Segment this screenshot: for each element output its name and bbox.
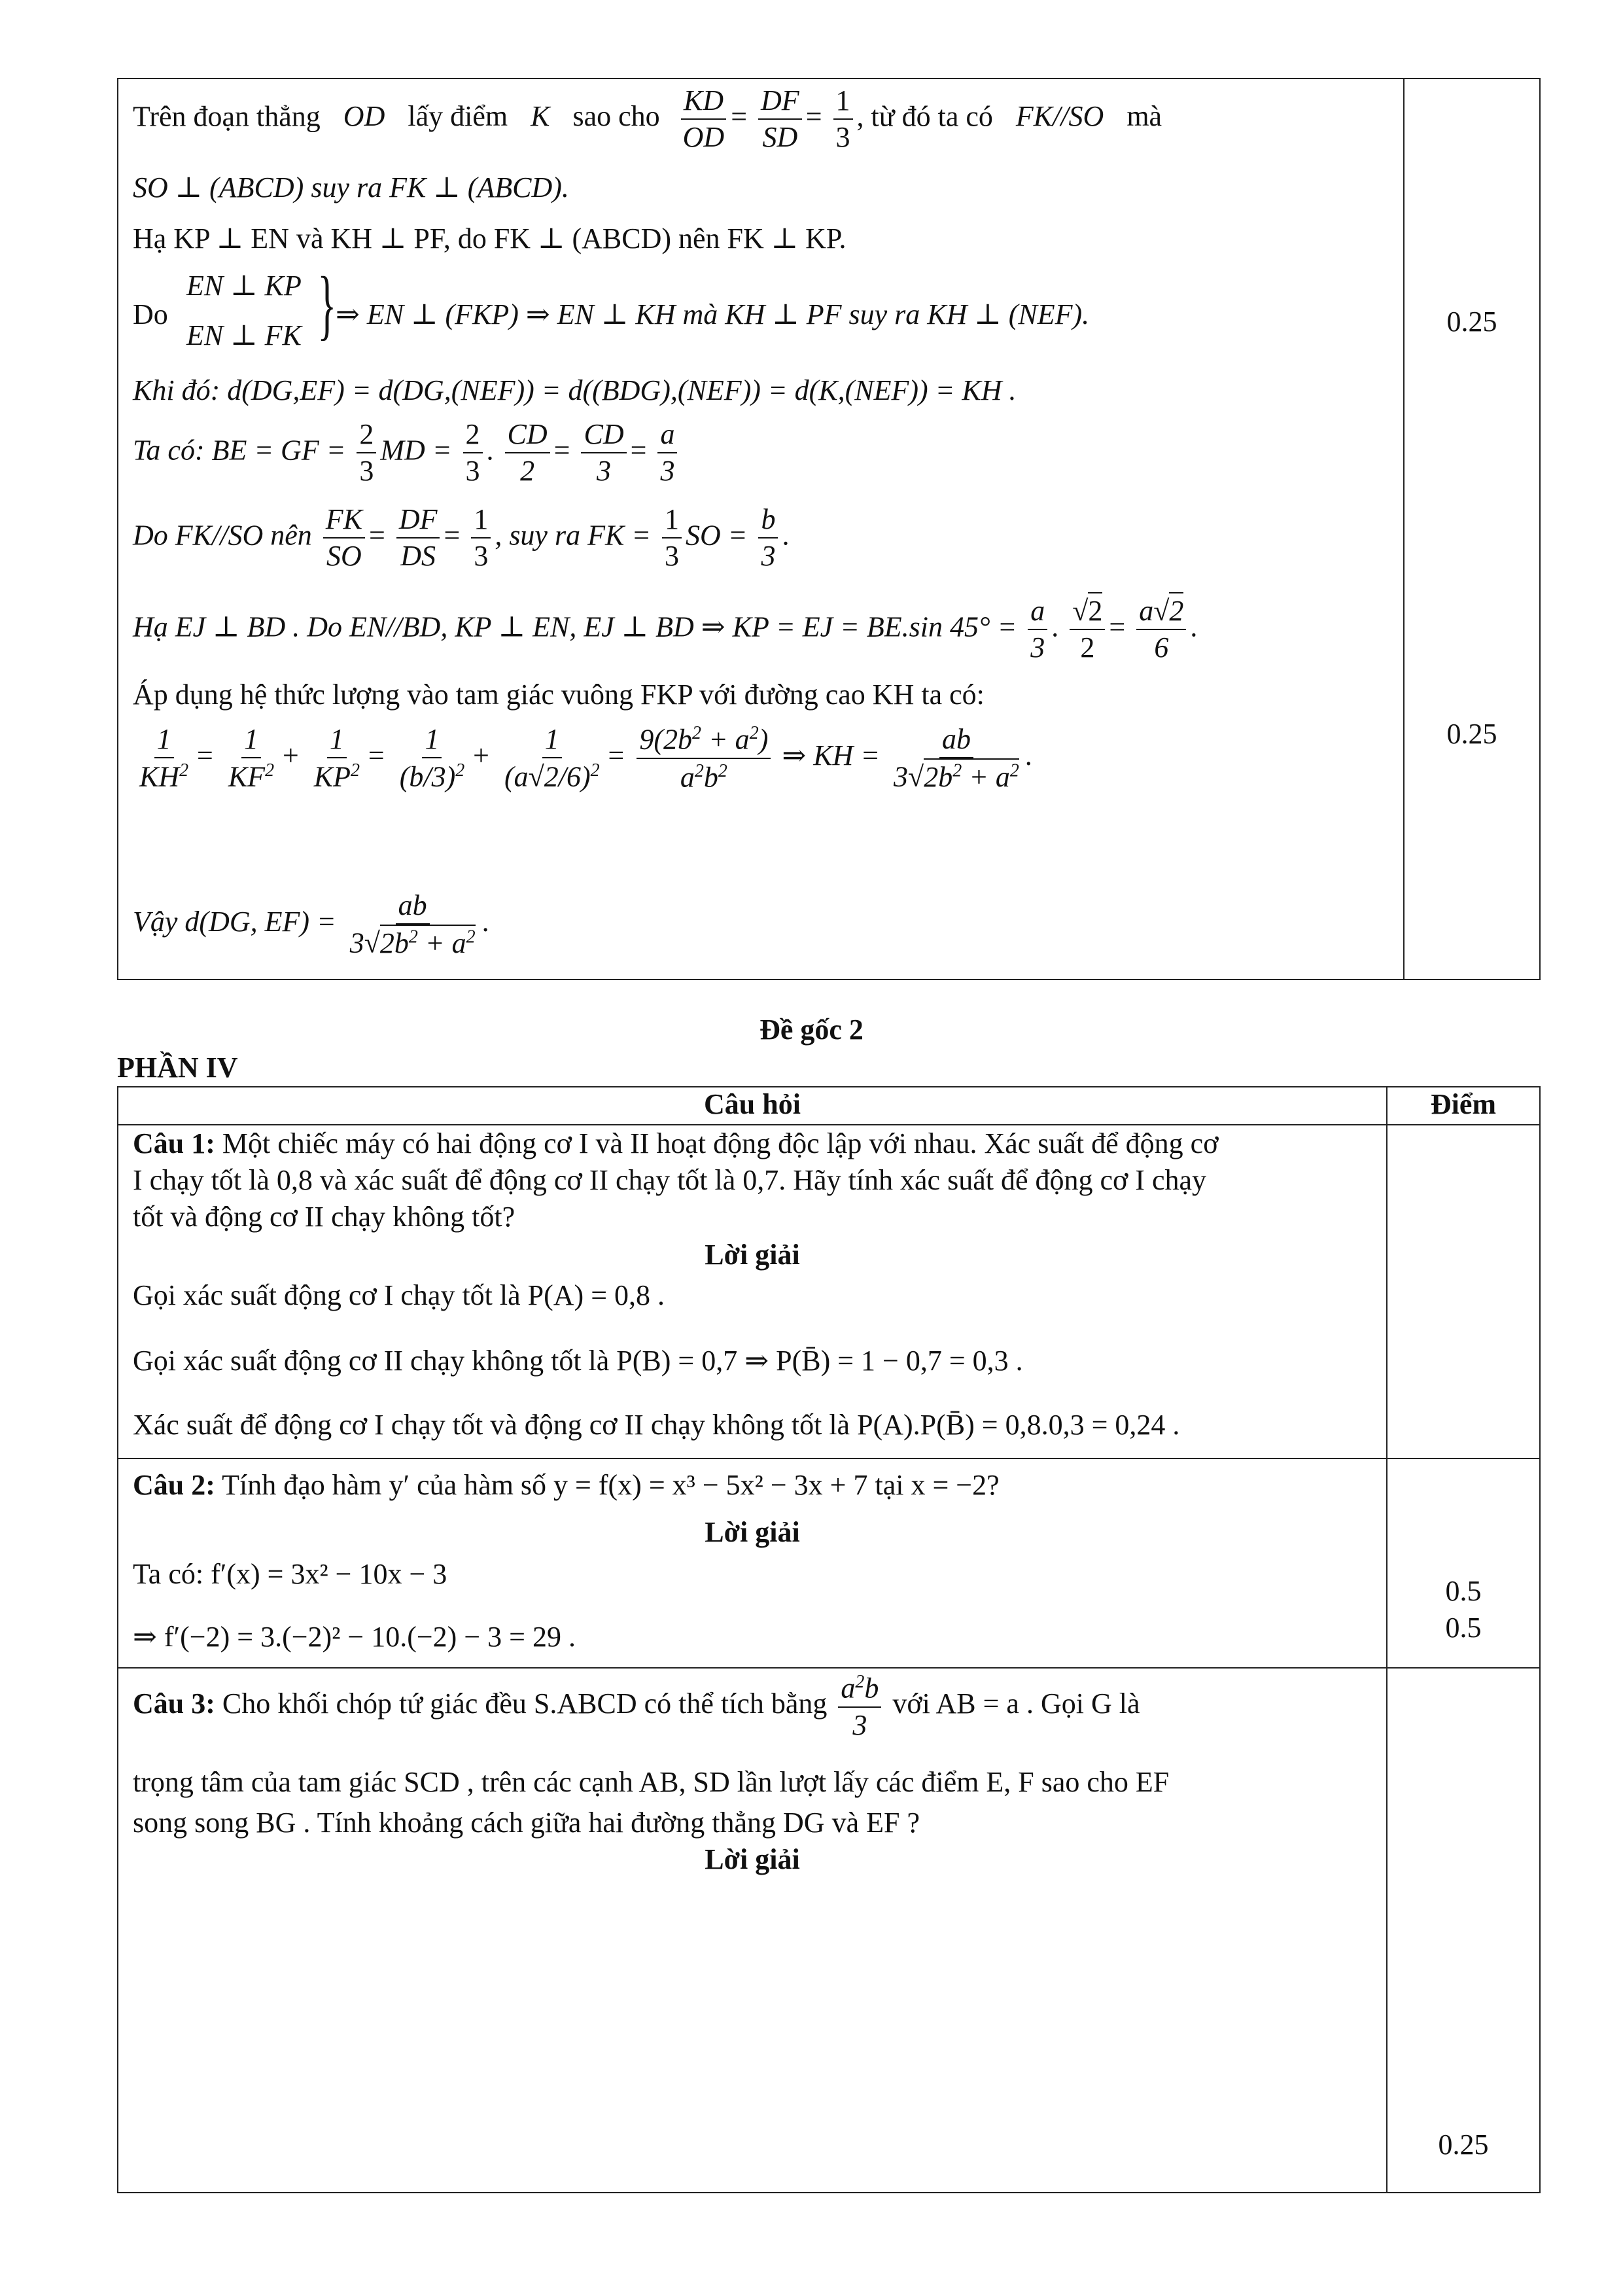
q2-solution-2: ⇒ f′(−2) = 3.(−2)² − 10.(−2) − 3 = 29 .	[133, 1621, 576, 1653]
score-cell	[1404, 79, 1540, 980]
fraction: $\frac{b}{3}$	[758, 504, 778, 571]
text: Do FK//SO nên	[133, 519, 312, 552]
math-fk-so: FK//SO	[1015, 100, 1104, 133]
fraction: $\frac{2}{3}$	[463, 419, 483, 486]
line-2: SO ⊥ (ABCD) suy ra FK ⊥ (ABCD).	[133, 171, 569, 203]
text: Cho khối chóp tứ giác đều S.ABCD có thể tích bằng	[215, 1687, 828, 1720]
exam-title: Đề gốc 2	[759, 1014, 864, 1046]
question-1-cell	[118, 1125, 1387, 1458]
line-8: Hạ EJ ⊥ BD . Do EN//BD, KP ⊥ EN, EJ ⊥ BD ⇒ KP = EJ = BE.sin 45° = $\frac{a}{3}$ . $\frac{√2}{2}$ = $\frac{a√2}{6}$ .	[133, 596, 1197, 663]
q1-line-1	[133, 1127, 1218, 1161]
header-question: Câu hỏi	[118, 1087, 1387, 1125]
text: MD =	[380, 434, 452, 467]
part-heading: PHẦN IV	[117, 1051, 238, 1084]
text: Do	[133, 298, 168, 330]
system-bottom: EN ⊥ FK	[186, 319, 302, 351]
fraction: $\frac{a√2}{6}$	[1136, 596, 1186, 663]
line-11: Vậy d(DG, EF) = $\frac{ab}{3√2b^2 + a^2}$ .	[133, 889, 489, 959]
line-6: Ta có: BE = GF = $\frac{2}{3}$ MD = $\frac{2}{3}$ . $\frac{CD}{2}$ = $\frac{CD}{3}$ = $\frac{a}{3}$	[133, 419, 681, 486]
fraction: $\frac{CD}{3}$	[581, 419, 626, 486]
line-9: Áp dụng hệ thức lượng vào tam giác vuông FKP với đường cao KH ta có:	[133, 679, 985, 711]
text: Vậy d(DG, EF) =	[133, 906, 336, 938]
q2-score-cell	[1387, 1458, 1540, 1668]
solution-heading: Lời giải	[705, 1843, 800, 1875]
text: lấy điểm	[408, 100, 508, 133]
text: sao cho	[572, 100, 660, 133]
fraction: $\frac{1}{KP^2}$	[313, 722, 360, 793]
line-7: Do FK//SO nên $\frac{FK}{SO}$ = $\frac{DF}{DS}$ = $\frac{1}{3}$ , suy ra FK = $\frac{1}{3}$ SO = $\frac{b}{3}$ .	[133, 503, 790, 573]
text: SO =	[686, 519, 748, 552]
q3-line-2: trọng tâm của tam giác SCD , trên các cạnh AB, SD lần lượt lấy các điểm E, F sao cho EF	[133, 1766, 1170, 1798]
score-value: 0.5	[1445, 1612, 1482, 1644]
q2-line-1	[133, 1468, 1000, 1503]
text: Tính đạo hàm y′ của hàm số y = f(x) = x³ − 5x² − 3x + 7 tại x = −2?	[215, 1469, 1000, 1501]
fraction: $\frac{9(2b^2 + a^2)}{a^2b^2}$	[637, 724, 771, 793]
q1-score-cell	[1387, 1125, 1540, 1458]
score-value: 0.5	[1445, 1575, 1482, 1607]
solution-heading: Lời giải	[705, 1239, 800, 1271]
fraction: $\frac{√2}{2}$	[1070, 596, 1105, 663]
q1-line-2: I chạy tốt là 0,8 và xác suất để động cơ II chạy tốt là 0,7. Hãy tính xác suất để động cơ I chạy	[133, 1164, 1206, 1196]
fraction: $\frac{1}{(a√2/6)^2}$	[504, 722, 600, 793]
fraction-kd-od: $\frac{KD}{OD}$	[680, 86, 727, 152]
fraction: $\frac{DF}{DS}$	[396, 504, 440, 571]
fraction: $\frac{ab}{3√2b^2 + a^2}$	[894, 722, 1019, 793]
fraction: $\frac{1}{(b/3)^2}$	[399, 722, 465, 793]
q1-line-3: tốt và động cơ II chạy không tốt?	[133, 1201, 515, 1233]
text: , suy ra FK =	[495, 519, 652, 552]
text: Trên đoạn thẳng	[133, 100, 321, 133]
fraction: $\frac{FK}{SO}$	[323, 504, 365, 571]
solution-heading: Lời giải	[705, 1516, 800, 1548]
text: Một chiếc máy có hai động cơ I và II hoạt động độc lập với nhau. Xác suất để động cơ	[215, 1127, 1219, 1159]
q1-solution-2: Gọi xác suất động cơ II chạy không tốt là P(B) = 0,7 ⇒ P(B̄) = 1 − 0,7 = 0,3 .	[133, 1345, 1023, 1377]
solution-table-1	[117, 78, 1541, 980]
text: , từ đó ta có	[856, 100, 993, 133]
label: Câu 3:	[133, 1687, 215, 1720]
q1-solution-1: Gọi xác suất động cơ I chạy tốt là P(A) = 0,8 .	[133, 1279, 665, 1311]
line-1: Trên đoạn thẳng OD lấy điểm K sao cho $\frac{KD}{OD}$ = $\frac{DF}{SD}$ = $\frac{1}{3}$ , từ đó ta có FK//SO mà	[133, 84, 1162, 154]
header-score: Điểm	[1387, 1087, 1540, 1125]
score-value: 0.25	[1446, 718, 1497, 750]
text: Hạ EJ ⊥ BD . Do EN//BD, KP ⊥ EN, EJ ⊥ BD ⇒ KP = EJ = BE.sin 45° =	[133, 610, 1017, 643]
line-10: $\frac{1}{KH^2}$ = $\frac{1}{KF^2}$ + $\frac{1}{KP^2}$ = $\frac{1}{(b/3)^2}$ + $\frac{1}{(a√2/6)^2}$ = $\frac{9(2b^2 + a^2)}{a^2b^2}$ ⇒ KH = $\frac{ab}{3√2b^2 + a^2}$ .	[133, 724, 1033, 793]
q3-score-cell	[1387, 1668, 1540, 2193]
fraction: $\frac{2}{3}$	[357, 419, 376, 486]
fraction: $\frac{ab}{3√2b^2 + a^2}$	[349, 889, 476, 959]
text: Ta có: BE = GF =	[133, 434, 346, 467]
fraction: $\frac{1}{3}$	[471, 504, 491, 571]
label: Câu 1:	[133, 1127, 215, 1159]
fraction: $\frac{a}{3}$	[1028, 596, 1047, 663]
solution-cell	[118, 79, 1404, 980]
text: ⇒ KH =	[782, 739, 881, 771]
right-brace: }	[317, 260, 337, 347]
text: ⇒ EN ⊥ (FKP) ⇒ EN ⊥ KH mà KH ⊥ PF suy ra KH ⊥ (NEF).	[336, 298, 1090, 330]
fraction: $\frac{1}{KH^2}$	[139, 722, 189, 793]
label: Câu 2:	[133, 1469, 215, 1501]
q3-line-1	[133, 1672, 1140, 1740]
fraction: $\frac{a}{3}$	[657, 419, 677, 486]
fraction-one-third: $\frac{1}{3}$	[833, 86, 853, 152]
text: mà	[1126, 100, 1162, 133]
text: với AB = a . Gọi G là	[892, 1687, 1140, 1720]
score-value: 0.25	[1446, 306, 1497, 338]
fraction: $\frac{1}{3}$	[662, 504, 682, 571]
q1-solution-3: Xác suất để động cơ I chạy tốt và động cơ II chạy không tốt là P(A).P(B̄) = 0,8.0,3 = 0,24 .	[133, 1409, 1180, 1441]
question-2-cell	[118, 1458, 1387, 1668]
fraction: $\frac{CD}{2}$	[505, 419, 550, 486]
q2-solution-1: Ta có: f′(x) = 3x² − 10x − 3	[133, 1558, 447, 1590]
fraction: $\frac{a^2b}{3}$	[838, 1672, 881, 1740]
fraction-df-sd: $\frac{DF}{SD}$	[758, 86, 802, 152]
q3-line-3: song song BG . Tính khoảng cách giữa hai đường thẳng DG và EF ?	[133, 1807, 920, 1839]
score-value: 0.25	[1438, 2128, 1489, 2161]
system-top: EN ⊥ KP	[186, 270, 302, 302]
line-5: Khi đó: d(DG,EF) = d(DG,(NEF)) = d((BDG),(NEF)) = d(K,(NEF)) = KH .	[133, 374, 1017, 406]
math-k: K	[531, 100, 550, 133]
question-3-cell	[118, 1668, 1387, 2193]
fraction: $\frac{1}{KF^2}$	[228, 722, 275, 793]
line-3: Hạ KP ⊥ EN và KH ⊥ PF, do FK ⊥ (ABCD) nên FK ⊥ KP.	[133, 222, 846, 255]
math-od: OD	[343, 100, 385, 133]
question-table	[117, 1086, 1541, 2193]
